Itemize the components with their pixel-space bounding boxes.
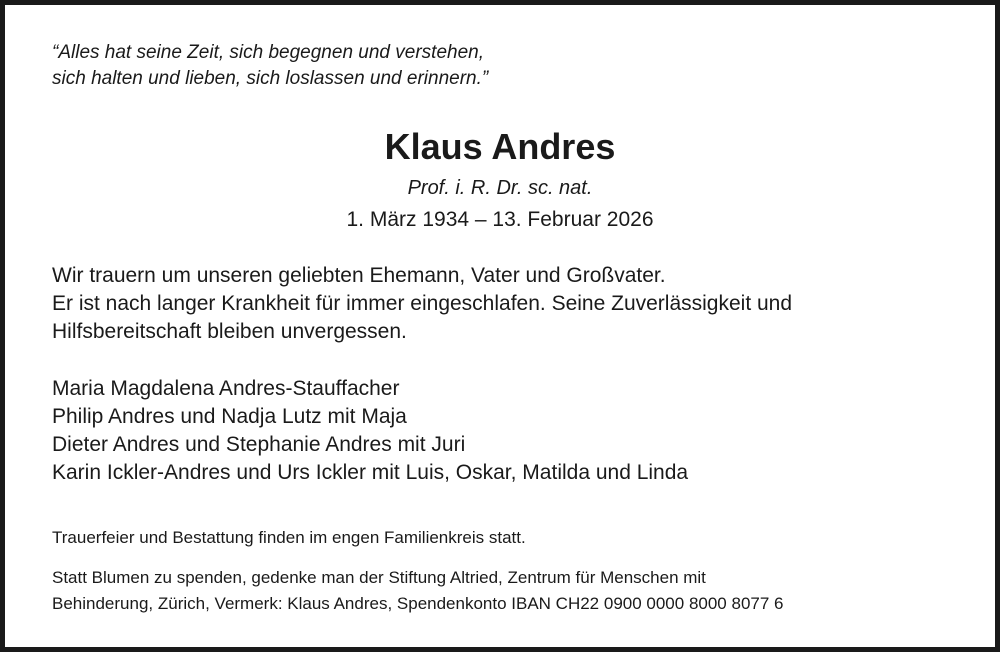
donation-note — [52, 565, 783, 617]
donation-note-line-1: Statt Blumen zu spenden, gedenke man der Stiftung Altried, Zentrum für Menschen mit — [52, 568, 706, 587]
mourners-list — [52, 375, 688, 487]
mourner-entry: Philip Andres und Nadja Lutz mit Maja — [52, 405, 407, 428]
academic-title: Prof. i. R. Dr. sc. nat. — [407, 177, 593, 199]
deceased-name: Klaus Andres — [384, 126, 616, 167]
message-line: Hilfsbereitschaft bleiben unvergessen. — [52, 320, 407, 343]
ceremony-note — [52, 525, 783, 551]
funeral-notes — [52, 525, 783, 617]
message-line: Wir trauern um unseren geliebten Ehemann, Vater und Großvater. — [52, 264, 666, 287]
epigraph-quote — [52, 40, 488, 92]
quote-line-1: “Alles hat seine Zeit, sich begegnen und verstehen, — [52, 42, 484, 63]
ceremony-note-text: Trauerfeier und Bestattung finden im engen Familienkreis statt. — [52, 528, 526, 547]
message-line: Er ist nach langer Krankheit für immer eingeschlafen. Seine Zuverlässigkeit und — [52, 292, 793, 315]
mourning-message — [52, 262, 792, 346]
donation-note-line-2: Behinderung, Zürich, Vermerk: Klaus Andres, Spendenkonto IBAN CH22 0900 0000 8000 8077 6 — [52, 594, 784, 613]
quote-line-2: sich halten und lieben, sich loslassen und erinnern.” — [52, 68, 489, 89]
life-dates: 1. März 1934 – 13. Februar 2026 — [346, 208, 654, 231]
mourner-entry: Maria Magdalena Andres-Stauffacher — [52, 377, 400, 400]
mourner-entry: Dieter Andres und Stephanie Andres mit Juri — [52, 433, 466, 456]
mourner-entry: Karin Ickler-Andres und Urs Ickler mit Luis, Oskar, Matilda und Linda — [52, 461, 689, 484]
